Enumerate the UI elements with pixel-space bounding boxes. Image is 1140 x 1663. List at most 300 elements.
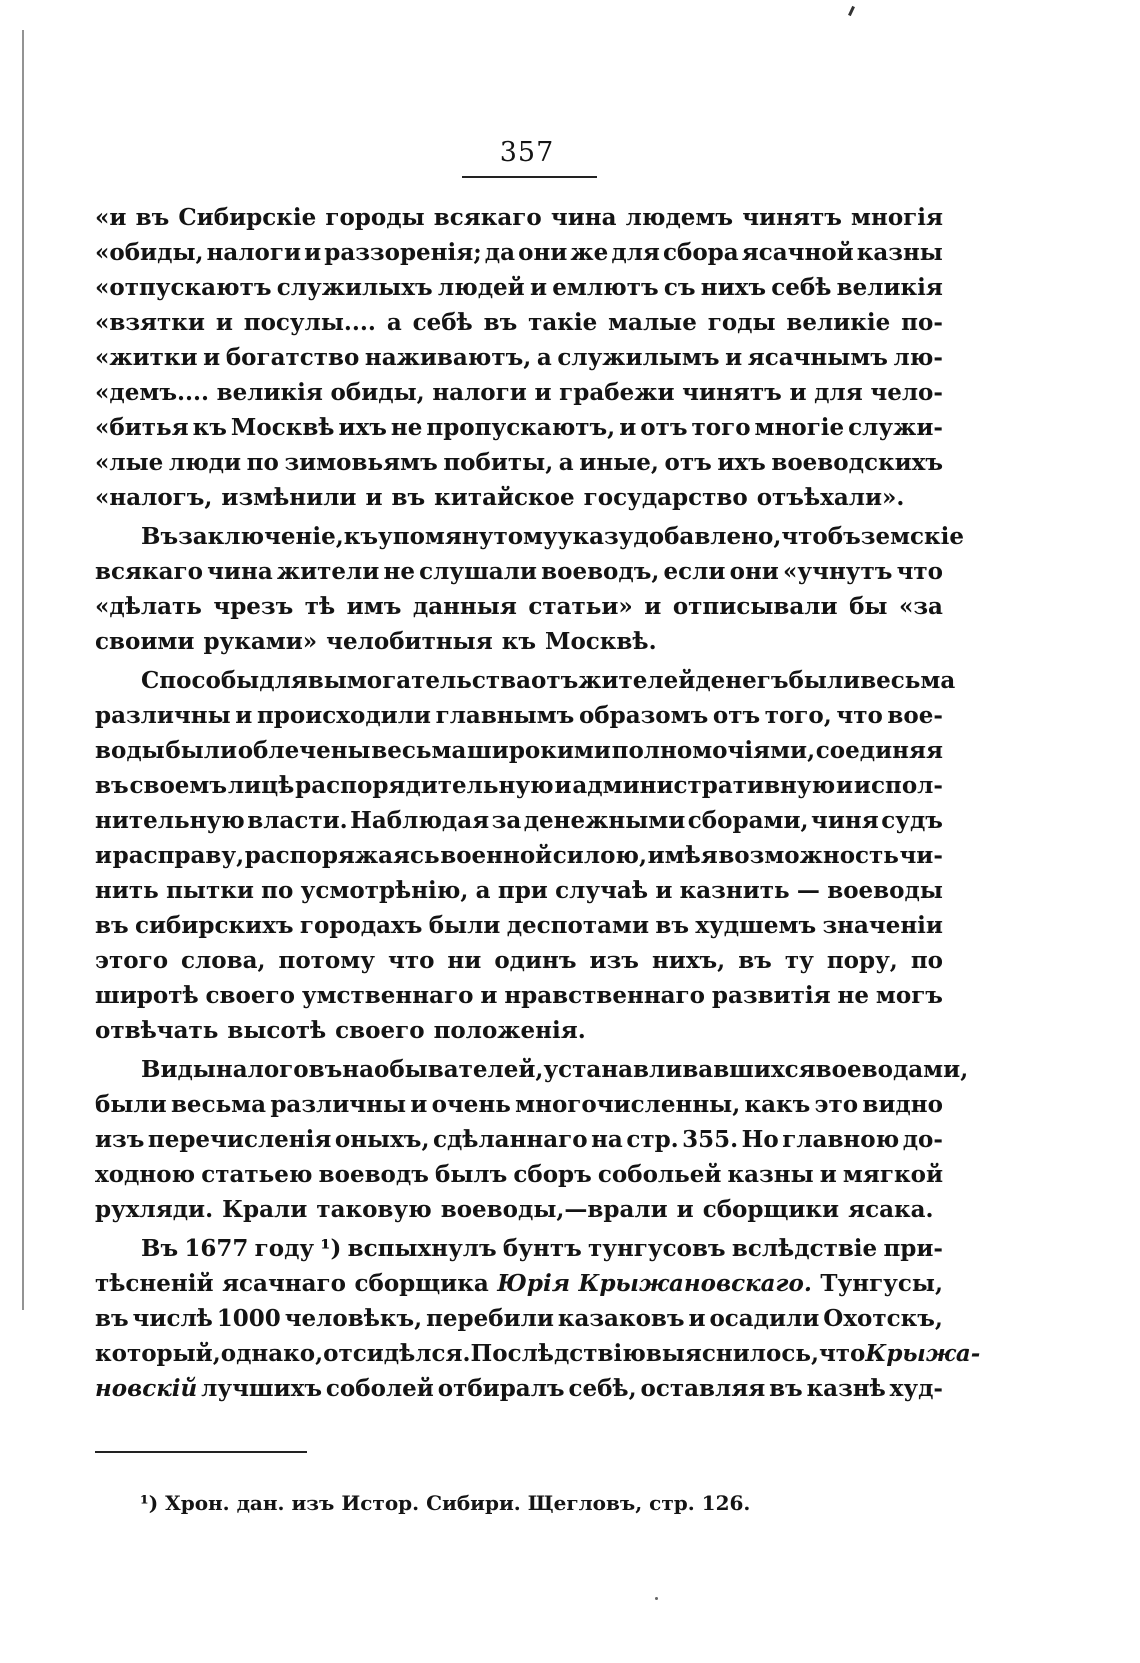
word: указу xyxy=(557,523,634,550)
word: зимовьямъ xyxy=(284,449,438,476)
text-line xyxy=(95,1266,943,1301)
text-line xyxy=(95,733,943,768)
word: осадили xyxy=(709,1305,820,1332)
word: воеводъ, xyxy=(541,558,660,585)
word: были xyxy=(428,912,501,939)
word: а xyxy=(536,344,552,371)
word: отъ xyxy=(712,702,761,729)
word: этого xyxy=(95,947,169,974)
word: рухляди. xyxy=(95,1196,214,1223)
word: земскіе xyxy=(860,523,965,550)
word: бы xyxy=(849,593,888,620)
word: не xyxy=(390,414,423,441)
word: въ xyxy=(95,1305,129,1332)
word: худ- xyxy=(889,1375,943,1402)
word: лю- xyxy=(893,344,943,371)
word: для xyxy=(814,379,863,406)
word: расправу, xyxy=(112,842,245,869)
word: умственнаго xyxy=(301,982,474,1009)
word: слѣдствію xyxy=(507,1340,646,1367)
page-number-rule xyxy=(462,176,597,178)
word: чинятъ xyxy=(682,379,782,406)
word: себѣ xyxy=(771,274,832,301)
word: многочисленны, xyxy=(515,1091,741,1118)
word: пытки xyxy=(166,877,254,904)
word: различны xyxy=(95,702,231,729)
word: человѣкъ, xyxy=(284,1305,423,1332)
text-line xyxy=(95,200,943,235)
word: въ xyxy=(483,309,518,336)
word: власти. xyxy=(247,807,348,834)
word: для xyxy=(611,239,660,266)
word: весьма xyxy=(371,737,467,764)
word: перебили xyxy=(426,1305,554,1332)
word: изъ xyxy=(589,947,639,974)
word: «налогъ, xyxy=(95,484,213,511)
word: того, xyxy=(764,702,832,729)
word: они xyxy=(729,558,779,585)
word: и xyxy=(95,842,113,869)
word: къ xyxy=(343,523,379,550)
word: и xyxy=(304,239,322,266)
word: чина xyxy=(550,204,617,231)
word: ихъ xyxy=(338,414,387,441)
word: «обиды, xyxy=(95,239,204,266)
word: были xyxy=(95,1091,167,1118)
word: казны xyxy=(856,239,943,266)
word: худшемъ xyxy=(695,912,817,939)
word: деспотами xyxy=(506,912,650,939)
word: административную xyxy=(572,772,836,799)
word: въ xyxy=(95,912,129,939)
word: однако, xyxy=(220,1340,324,1367)
page-number: 357 xyxy=(499,137,555,168)
word: своемъ xyxy=(129,772,228,799)
word: и xyxy=(203,344,221,371)
word: силою, xyxy=(552,842,648,869)
word: богатство xyxy=(225,344,360,371)
word: люди xyxy=(168,449,242,476)
word: сбора xyxy=(662,239,739,266)
word: въ xyxy=(391,484,426,511)
word: грабежи xyxy=(559,379,675,406)
word: нительную xyxy=(95,807,245,834)
word: всякаго xyxy=(95,558,203,585)
word: судъ xyxy=(881,807,943,834)
text-line xyxy=(95,1231,943,1266)
word: Въ xyxy=(141,1235,179,1262)
text-line xyxy=(95,838,943,873)
scan-dust xyxy=(655,1597,658,1600)
text-line xyxy=(95,1371,943,1406)
word: городы xyxy=(325,204,425,231)
word: чинятъ xyxy=(742,204,842,231)
word: многіе xyxy=(754,414,845,441)
word: сборъ xyxy=(513,1161,592,1188)
body-text xyxy=(95,200,981,1406)
word: руками» xyxy=(203,628,318,655)
word: до- xyxy=(902,1126,943,1153)
word: ихъ xyxy=(717,449,766,476)
word: ясачнаго xyxy=(222,1270,346,1297)
word: налоги xyxy=(432,379,527,406)
word: лицѣ xyxy=(227,772,295,799)
word: распоряжаясь xyxy=(244,842,440,869)
word: ясачнымъ xyxy=(747,344,888,371)
word: Крыжа- xyxy=(865,1340,981,1367)
word: не xyxy=(383,558,415,585)
word: Сибирскіе xyxy=(178,204,317,231)
word: соболей xyxy=(325,1375,434,1402)
word: они xyxy=(518,239,568,266)
word: нить xyxy=(95,877,159,904)
word: были xyxy=(165,737,238,764)
text-line xyxy=(95,873,943,908)
word: себѣ xyxy=(412,309,473,336)
text-line xyxy=(95,943,943,978)
word: усмотрѣнію, xyxy=(300,877,469,904)
word: чиня xyxy=(811,807,879,834)
word: Крали xyxy=(222,1196,308,1223)
word: китайское xyxy=(434,484,575,511)
word: полномочіями, xyxy=(611,737,816,764)
word: главною xyxy=(782,1126,900,1153)
text-line xyxy=(95,803,943,838)
word: ясака. xyxy=(848,1196,934,1223)
word: по xyxy=(246,449,279,476)
word: ¹) xyxy=(320,1235,342,1262)
word: лучшихъ xyxy=(201,1375,323,1402)
word: облечены xyxy=(237,737,371,764)
word: при- xyxy=(883,1235,943,1262)
word: потому xyxy=(278,947,375,974)
text-line xyxy=(95,768,943,803)
word: Охотскъ, xyxy=(823,1305,943,1332)
word: выяснилось, xyxy=(645,1340,819,1367)
scan-speck xyxy=(848,6,855,16)
text-line xyxy=(95,235,943,270)
word: нихъ xyxy=(700,274,766,301)
word: посулы.... xyxy=(243,309,376,336)
word: пропускаютъ, xyxy=(426,414,616,441)
word: служи- xyxy=(848,414,943,441)
word: собольей xyxy=(597,1161,722,1188)
word: имъ xyxy=(346,593,402,620)
word: и xyxy=(836,772,854,799)
text-line xyxy=(95,340,943,375)
text-line xyxy=(95,1301,943,1336)
word: Крыжановскаго. xyxy=(578,1270,812,1297)
word: году xyxy=(254,1235,315,1262)
word: устанавливавшихся xyxy=(543,1056,816,1083)
word: и xyxy=(554,772,572,799)
word: и xyxy=(529,274,548,301)
word: служилымъ xyxy=(557,344,720,371)
text-line xyxy=(95,480,943,515)
word: такіе xyxy=(528,309,598,336)
word: воды xyxy=(95,737,165,764)
word: весьма xyxy=(860,667,956,694)
word: и xyxy=(789,379,807,406)
word: нихъ, xyxy=(651,947,726,974)
word: очень xyxy=(431,1091,511,1118)
word: сборщики xyxy=(702,1196,840,1223)
word: великія xyxy=(836,274,943,301)
word: годы xyxy=(707,309,776,336)
word: 1000 xyxy=(216,1305,281,1332)
word: «битья xyxy=(95,414,189,441)
word: главнымъ xyxy=(435,702,575,729)
word: государство xyxy=(583,484,748,511)
word: видно xyxy=(862,1091,943,1118)
word: «учнутъ xyxy=(783,558,893,585)
word: же xyxy=(570,239,609,266)
word: Наблюдая xyxy=(350,807,490,834)
word: отбиралъ xyxy=(437,1375,565,1402)
word: имѣя xyxy=(647,842,718,869)
word: слушали xyxy=(419,558,537,585)
word: воеводскихъ xyxy=(771,449,943,476)
word: и xyxy=(725,344,743,371)
word: широкими xyxy=(467,737,611,764)
word: для xyxy=(259,667,308,694)
word: «за xyxy=(898,593,943,620)
word: какъ xyxy=(744,1091,811,1118)
text-line xyxy=(95,978,943,1013)
word: что xyxy=(818,1340,866,1367)
word: весьма xyxy=(170,1091,267,1118)
word: стр. xyxy=(626,1126,679,1153)
word: денежными xyxy=(523,807,686,834)
word: налоговъ xyxy=(215,1056,343,1083)
word: «взятки xyxy=(95,309,205,336)
word: соединяя xyxy=(815,737,943,764)
word: «дѣлать xyxy=(95,593,202,620)
word: чтобъ xyxy=(781,523,861,550)
word: всякаго xyxy=(433,204,542,231)
text-line xyxy=(95,1087,943,1122)
word: «отпускаютъ xyxy=(95,274,272,301)
word: служилыхъ xyxy=(276,274,433,301)
word: въ xyxy=(95,772,129,799)
word: тѣ xyxy=(304,593,336,620)
word: челобитныя xyxy=(326,628,493,655)
word: Виды xyxy=(141,1056,216,1083)
word: перечисленія xyxy=(147,1126,332,1153)
word: по- xyxy=(901,309,943,336)
word: новскій xyxy=(95,1375,198,1402)
word: военной xyxy=(440,842,553,869)
text-line xyxy=(95,1336,981,1371)
word: своими xyxy=(95,628,195,655)
word: Способы xyxy=(141,667,260,694)
word: налоги xyxy=(206,239,302,266)
word: вслѣдствіе xyxy=(731,1235,878,1262)
word: и xyxy=(215,309,233,336)
word: одинъ xyxy=(494,947,577,974)
word: къ xyxy=(501,628,536,655)
word: Тунгусы, xyxy=(820,1270,943,1297)
word: денегъ xyxy=(695,667,789,694)
word: себѣ, xyxy=(568,1375,637,1402)
word: побиты, xyxy=(443,449,554,476)
text-line xyxy=(95,410,943,445)
text-line xyxy=(95,589,943,624)
word: а xyxy=(558,449,574,476)
word: были xyxy=(788,667,861,694)
word: изъ xyxy=(95,1126,145,1153)
word: сборами, xyxy=(687,807,809,834)
word: воеводы,—врали xyxy=(440,1196,668,1223)
word: По xyxy=(470,1340,508,1367)
word: «и xyxy=(95,204,127,231)
word: воеводы xyxy=(827,877,943,904)
word: людей xyxy=(437,274,525,301)
word: вспыхнулъ xyxy=(347,1235,497,1262)
word: испол- xyxy=(853,772,943,799)
word: да xyxy=(484,239,516,266)
word: Москвѣ xyxy=(230,414,335,441)
word: обывателей, xyxy=(374,1056,544,1083)
word: ни xyxy=(447,947,482,974)
word: и xyxy=(676,1196,694,1223)
word: числѣ xyxy=(132,1305,213,1332)
text-line xyxy=(95,270,943,305)
word: Въ xyxy=(141,523,179,550)
text-line xyxy=(95,375,943,410)
word: распорядительную xyxy=(295,772,554,799)
word: сборщика xyxy=(354,1270,489,1297)
word: на xyxy=(591,1126,623,1153)
word: казны xyxy=(727,1161,814,1188)
word: Москвѣ. xyxy=(545,628,657,655)
word: слова, xyxy=(181,947,266,974)
word: это xyxy=(814,1091,859,1118)
word: отъ xyxy=(664,449,712,476)
text-line xyxy=(95,663,956,698)
word: статьи» xyxy=(528,593,633,620)
word: въ xyxy=(769,1375,803,1402)
word: высотѣ xyxy=(227,1017,327,1044)
word: жителей xyxy=(578,667,696,694)
word: многія xyxy=(851,204,943,231)
word: развитія xyxy=(711,982,831,1009)
text-line xyxy=(95,445,943,480)
text-line xyxy=(95,519,965,554)
word: «лые xyxy=(95,449,164,476)
word: статьею xyxy=(201,1161,313,1188)
text-line xyxy=(95,554,943,589)
word: сибирскихъ xyxy=(134,912,294,939)
word: того xyxy=(691,414,751,441)
word: и xyxy=(410,1091,428,1118)
word: ту xyxy=(784,947,814,974)
word: «демъ.... xyxy=(95,379,209,406)
word: и xyxy=(819,1161,837,1188)
word: и xyxy=(644,593,662,620)
word: малые xyxy=(608,309,697,336)
word: оставляя xyxy=(640,1375,766,1402)
word: положенія. xyxy=(433,1017,586,1044)
word: оныхъ, xyxy=(334,1126,430,1153)
word: казнѣ xyxy=(806,1375,886,1402)
word: если xyxy=(663,558,726,585)
footnote-rule xyxy=(95,1451,307,1453)
word: раззоренія; xyxy=(324,239,482,266)
word: нравственнаго xyxy=(504,982,705,1009)
word: вымогательства xyxy=(307,667,531,694)
word: съ xyxy=(663,274,696,301)
word: и xyxy=(688,1305,706,1332)
word: казаковъ xyxy=(557,1305,685,1332)
word: сдѣланнаго xyxy=(432,1126,588,1153)
word: воеводъ xyxy=(318,1161,429,1188)
word: «житки xyxy=(95,344,198,371)
word: и xyxy=(534,379,552,406)
word: пору, xyxy=(826,947,898,974)
word: что xyxy=(896,558,943,585)
word: наживаютъ, xyxy=(364,344,532,371)
word: а xyxy=(386,309,402,336)
word: городахъ xyxy=(299,912,423,939)
word: отъѣхали». xyxy=(756,484,905,511)
word: своего xyxy=(335,1017,425,1044)
word: образомъ xyxy=(578,702,709,729)
word: могъ xyxy=(875,982,943,1009)
word: обиды, xyxy=(330,379,425,406)
text-line xyxy=(95,1052,969,1087)
word: случаѣ xyxy=(555,877,649,904)
word: былъ xyxy=(434,1161,508,1188)
word: 1677 xyxy=(184,1235,249,1262)
word: тунгусовъ xyxy=(587,1235,726,1262)
word: отъ xyxy=(640,414,688,441)
word: и xyxy=(365,484,383,511)
word: различны xyxy=(270,1091,407,1118)
word: казнить xyxy=(679,877,790,904)
word: значеніи xyxy=(822,912,943,939)
word: ясачной xyxy=(741,239,854,266)
text-line xyxy=(95,1122,943,1157)
word: воеводами, xyxy=(815,1056,969,1083)
word: великія xyxy=(216,379,323,406)
word: данныя xyxy=(412,593,517,620)
word: Юрія xyxy=(497,1270,570,1297)
word: — xyxy=(796,877,820,904)
word: который, xyxy=(95,1340,221,1367)
word: что xyxy=(836,702,883,729)
word: а xyxy=(475,877,491,904)
word: не xyxy=(837,982,869,1009)
word: происходили xyxy=(256,702,431,729)
word: чело- xyxy=(870,379,943,406)
word: при xyxy=(497,877,548,904)
word: къ xyxy=(192,414,227,441)
word: по xyxy=(910,947,943,974)
word: чина xyxy=(207,558,273,585)
scan-edge-mark xyxy=(22,30,24,1310)
word: великіе xyxy=(786,309,891,336)
word: чрезъ xyxy=(213,593,294,620)
word: за xyxy=(491,807,522,834)
word: на xyxy=(342,1056,374,1083)
text-line xyxy=(95,908,943,943)
word: измѣнили xyxy=(221,484,357,511)
word: мягкой xyxy=(842,1161,943,1188)
text-line xyxy=(95,624,943,659)
word: ходною xyxy=(95,1161,196,1188)
text-line xyxy=(95,698,943,733)
